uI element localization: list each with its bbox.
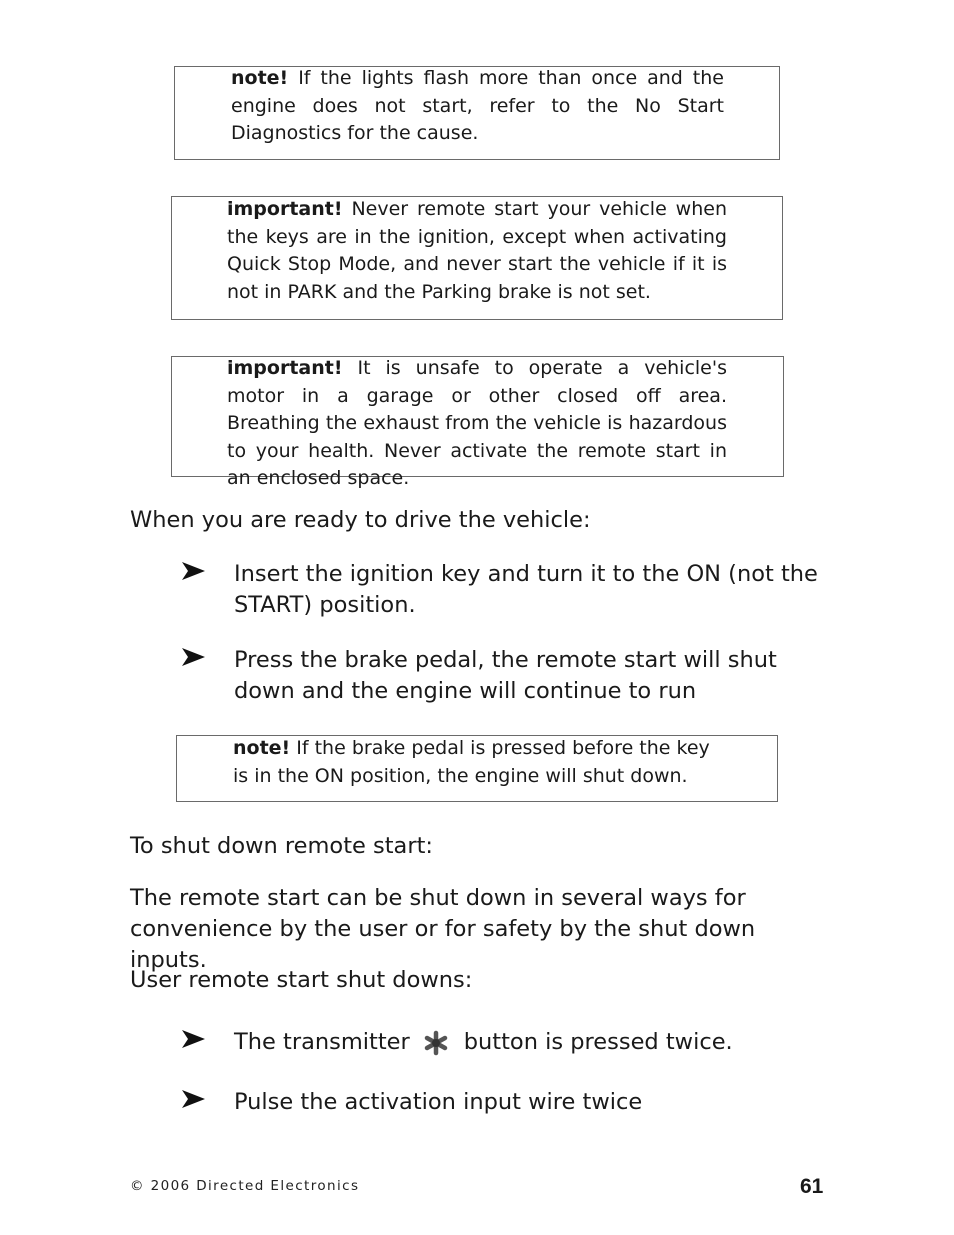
note-label: note! <box>231 67 289 89</box>
transmitter-text: The transmitter <box>234 1029 410 1055</box>
important-text <box>227 355 727 493</box>
important-label: important! <box>227 198 343 220</box>
page-number: 61 <box>800 1175 824 1198</box>
note-label: note! <box>233 737 291 759</box>
bullet-arrow-icon <box>180 1087 206 1111</box>
copyright: © 2006 Directed Electronics <box>130 1178 360 1194</box>
important-body: Never remote start your vehicle when the keys are in the ignition, except when activating Quick Stop Mode, and never start the vehicle if it is not in PARK and the Parking brake is not set. <box>227 198 727 303</box>
note-body: If the lights flash more than once and the engine does not start, refer to the No Start Diagnostics for the cause. <box>231 67 724 144</box>
asterisk-button-icon <box>424 1030 448 1056</box>
important-body: It is unsafe to operate a vehicle's motor in a garage or other closed off area. Breathing the exhaust from the vehicle is hazardous to your health. Never activate the remote start in an enclosed space. <box>227 357 727 489</box>
note-text <box>231 65 724 148</box>
shutdown-intro: The remote start can be shut down in several ways for convenience by the user or for safety by the shut down inputs. <box>130 885 756 973</box>
important-text <box>227 196 727 306</box>
note-body: If the brake pedal is pressed before the key is in the ON position, the engine will shut down. <box>233 737 710 787</box>
user-shutdowns-heading: User remote start shut downs: <box>130 967 473 993</box>
drive-intro: When you are ready to drive the vehicle: <box>130 507 591 533</box>
shutdown-heading: To shut down remote start: <box>130 833 434 859</box>
important-label: important! <box>227 357 343 379</box>
bullet-text: Insert the ignition key and turn it to the ON (not the START) position. <box>234 561 818 618</box>
bullet-text <box>234 1027 834 1058</box>
note-text <box>233 735 725 790</box>
bullet-arrow-icon <box>180 1027 206 1051</box>
pressed-twice-text: button is pressed twice. <box>463 1029 733 1055</box>
bullet-text: Press the brake pedal, the remote start will shut down and the engine will continue to run <box>234 647 777 704</box>
bullet-text: Pulse the activation input wire twice <box>234 1089 643 1115</box>
bullet-arrow-icon <box>180 645 206 669</box>
bullet-arrow-icon <box>180 559 206 583</box>
